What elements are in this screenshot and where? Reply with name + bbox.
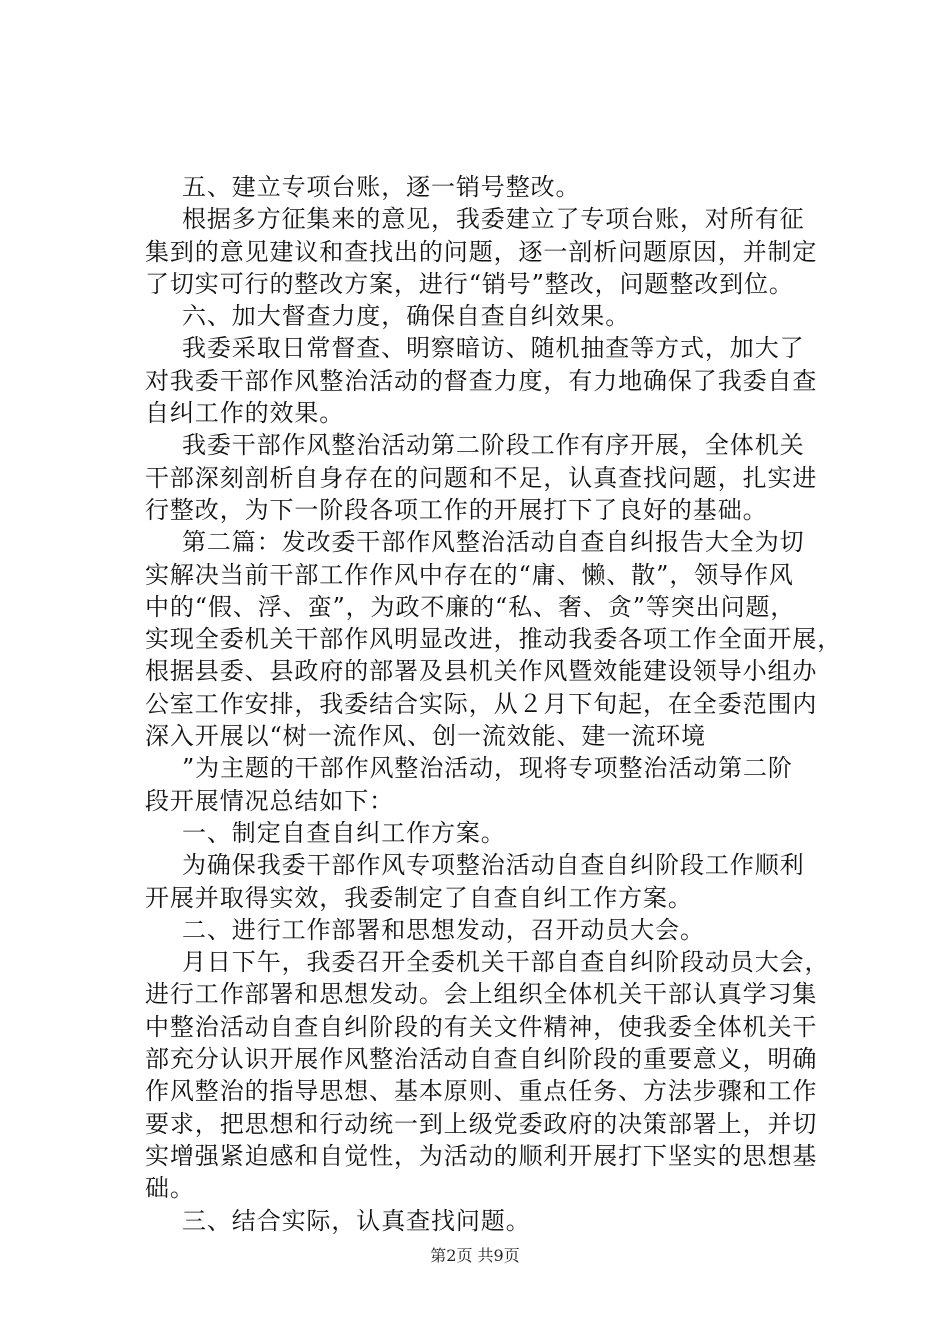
paragraph-line: 实解决当前干部工作作风中存在的“庸、懒、散”，领导作风 <box>145 560 794 589</box>
section-heading-1: 一、制定自查自纠工作方案。 <box>182 818 506 847</box>
section-heading-3: 三、结合实际，认真查找问题。 <box>182 1206 531 1235</box>
paragraph-line: 第二篇：发改委干部作风整治活动自查自纠报告大全为切 <box>182 528 805 557</box>
paragraph-line: 中整治活动自查自纠阶段的有关文件精神，使我委全体机关干 <box>145 1012 818 1041</box>
paragraph-line: 根据多方征集来的意见，我委建立了专项台账，对所有征 <box>182 205 805 234</box>
paragraph-line: 根据县委、县政府的部署及县机关作风暨效能建设领导小组办 <box>145 657 818 686</box>
paragraph-line: 我委干部作风整治活动第二阶段工作有序开展，全体机关 <box>182 431 805 460</box>
section-heading-2: 二、进行工作部署和思想发动，召开动员大会。 <box>182 915 705 944</box>
paragraph-line: 我委采取日常督查、明察暗访、随机抽查等方式，加大了 <box>182 334 805 363</box>
paragraph-line: 段开展情况总结如下： <box>145 786 394 815</box>
paragraph-line: 月日下午，我委召开全委机关干部自查自纠阶段动员大会， <box>182 948 830 977</box>
paragraph-line: 自纠工作的效果。 <box>145 399 345 428</box>
paragraph-line: 中的“假、浮、蛮”，为政不廉的“私、奢、贪”等突出问题， <box>145 592 796 621</box>
paragraph-line: 对我委干部作风整治活动的督查力度，有力地确保了我委自查 <box>145 366 818 395</box>
paragraph-line: 作风整治的指导思想、基本原则、重点任务、方法步骤和工作 <box>145 1077 818 1106</box>
paragraph-line: 础。 <box>145 1174 195 1203</box>
paragraph-line: 行整改，为下一阶段各项工作的开展打下了良好的基础。 <box>145 495 768 524</box>
page-number-footer: 第2页 共9页 <box>430 1246 520 1265</box>
paragraph-line: 了切实可行的整改方案，进行“销号”整改，问题整改到位。 <box>145 269 794 298</box>
paragraph-line: 干部深刻剖析自身存在的问题和不足，认真查找问题，扎实进 <box>145 463 818 492</box>
paragraph-line: 进行工作部署和思想发动。会上组织全体机关干部认真学习集 <box>145 980 818 1009</box>
paragraph-line: 实现全委机关干部作风明显改进，推动我委各项工作全面开展， <box>145 625 843 654</box>
paragraph-line: 要求，把思想和行动统一到上级党委政府的决策部署上，并切 <box>145 1109 818 1138</box>
section-heading-5: 五、建立专项台账，逐一销号整改。 <box>182 173 581 201</box>
paragraph-line: 公室工作安排，我委结合实际，从２月下旬起，在全委范围内 <box>145 689 818 718</box>
paragraph-line: 深入开展以“树一流作风、创一流效能、建一流环境 <box>145 722 706 751</box>
document-body <box>145 171 843 1237</box>
paragraph-line: 为确保我委干部作风专项整治活动自查自纠阶段工作顺利 <box>182 851 805 880</box>
section-heading-6: 六、加大督查力度，确保自查自纠效果。 <box>182 302 631 331</box>
paragraph-line: 部充分认识开展作风整治活动自查自纠阶段的重要意义，明确 <box>145 1045 818 1074</box>
paragraph-line: 实增强紧迫感和自觉性，为活动的顺利开展打下坚实的思想基 <box>145 1141 818 1170</box>
paragraph-line: 开展并取得实效，我委制定了自查自纠工作方案。 <box>145 883 693 912</box>
paragraph-line: ”为主题的干部作风整治活动，现将专项整治活动第二阶 <box>182 754 793 783</box>
paragraph-line: 集到的意见建议和查找出的问题，逐一剖析问题原因，并制定 <box>145 237 818 266</box>
